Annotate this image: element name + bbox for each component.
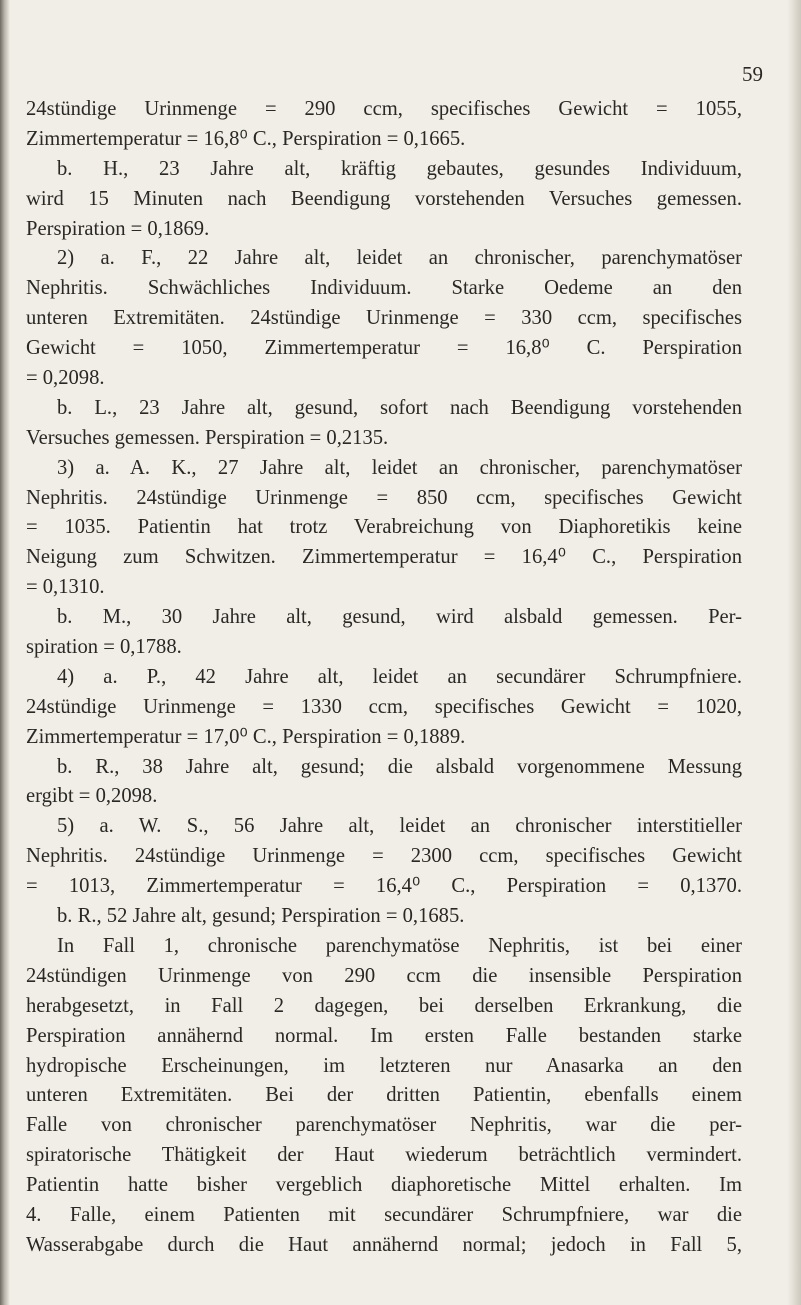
text-line: wird 15 Minuten nach Beendigung vorstehenden Versuches gemessen. bbox=[26, 187, 742, 210]
text-line: 4. Falle, einem Patienten mit secundärer Schrumpfniere, war die bbox=[26, 1203, 742, 1226]
page-left-edge-shadow bbox=[0, 0, 10, 1305]
text-line: b. M., 30 Jahre alt, gesund, wird alsbald gemessen. Per- bbox=[57, 606, 742, 629]
text-line: unteren Extremitäten. Bei der dritten Patientin, ebenfalls einem bbox=[26, 1084, 742, 1107]
text-line: b. H., 23 Jahre alt, kräftig gebautes, gesundes Individuum, bbox=[57, 157, 742, 180]
text-line: b. R., 38 Jahre alt, gesund; die alsbald vorgenommene Messung bbox=[57, 755, 742, 778]
text-line: 24stündigen Urinmenge von 290 ccm die insensible Perspiration bbox=[26, 964, 742, 987]
text-line: Nephritis. 24stündige Urinmenge = 850 ccm, specifisches Gewicht bbox=[26, 486, 742, 509]
text-line: Zimmertemperatur = 17,0⁰ C., Perspiration = 0,1889. bbox=[26, 725, 466, 748]
text-line: Perspiration annähernd normal. Im ersten Falle bestanden starke bbox=[26, 1024, 742, 1047]
text-line: = 0,1310. bbox=[26, 576, 105, 599]
text-line: Zimmertemperatur = 16,8⁰ C., Perspiration = 0,1665. bbox=[26, 127, 466, 150]
text-line: Falle von chronischer parenchymatöser Nephritis, war die per- bbox=[26, 1114, 742, 1137]
text-line: Patientin hatte bisher vergeblich diaphoretische Mittel erhalten. Im bbox=[26, 1174, 742, 1197]
text-line: ergibt = 0,2098. bbox=[26, 785, 158, 808]
text-line: Neigung zum Schwitzen. Zimmertemperatur = 16,4⁰ C., Perspiration bbox=[26, 546, 742, 569]
text-line: herabgesetzt, in Fall 2 dagegen, bei derselben Erkrankung, die bbox=[26, 994, 742, 1017]
text-line: 24stündige Urinmenge = 1330 ccm, specifisches Gewicht = 1020, bbox=[26, 695, 742, 718]
text-line: 2) a. F., 22 Jahre alt, leidet an chronischer, parenchymatöser bbox=[57, 247, 742, 270]
text-line: Wasserabgabe durch die Haut annähernd normal; jedoch in Fall 5, bbox=[26, 1233, 742, 1256]
text-line: spiration = 0,1788. bbox=[26, 636, 182, 659]
text-line: Nephritis. Schwächliches Individuum. Starke Oedeme an den bbox=[26, 277, 742, 300]
text-line: b. R., 52 Jahre alt, gesund; Perspiration = 0,1685. bbox=[57, 905, 465, 928]
text-line: 24stündige Urinmenge = 290 ccm, specifisches Gewicht = 1055, bbox=[26, 98, 742, 120]
text-line: Nephritis. 24stündige Urinmenge = 2300 ccm, specifisches Gewicht bbox=[26, 845, 742, 868]
text-line: In Fall 1, chronische parenchymatöse Nephritis, ist bei einer bbox=[57, 934, 742, 957]
text-line: Versuches gemessen. Perspiration = 0,2135. bbox=[26, 426, 389, 449]
page-number: 59 bbox=[742, 62, 763, 86]
body-text bbox=[26, 95, 742, 1261]
text-line: = 0,2098. bbox=[26, 367, 105, 390]
text-line: Perspiration = 0,1869. bbox=[26, 217, 210, 240]
page-right-edge-shadow bbox=[787, 0, 801, 1305]
text-line: unteren Extremitäten. 24stündige Urinmenge = 330 ccm, specifisches bbox=[26, 307, 742, 330]
text-line: Gewicht = 1050, Zimmertemperatur = 16,8⁰ C. Perspiration bbox=[26, 337, 742, 360]
text-line: 4) a. P., 42 Jahre alt, leidet an secundärer Schrumpfniere. bbox=[57, 665, 742, 688]
text-line: spiratorische Thätigkeit der Haut wiederum beträchtlich vermindert. bbox=[26, 1144, 742, 1167]
text-line: 3) a. A. K., 27 Jahre alt, leidet an chronischer, parenchymatöser bbox=[57, 456, 742, 479]
text-line: = 1035. Patientin hat trotz Verabreichung von Diaphoretikis keine bbox=[26, 516, 742, 539]
text-line: b. L., 23 Jahre alt, gesund, sofort nach Beendigung vorstehenden bbox=[57, 396, 742, 419]
text-line: = 1013, Zimmertemperatur = 16,4⁰ C., Perspiration = 0,1370. bbox=[26, 875, 742, 898]
text-line: hydropische Erscheinungen, im letzteren nur Anasarka an den bbox=[26, 1054, 742, 1077]
text-line: 5) a. W. S., 56 Jahre alt, leidet an chronischer interstitieller bbox=[57, 815, 742, 838]
